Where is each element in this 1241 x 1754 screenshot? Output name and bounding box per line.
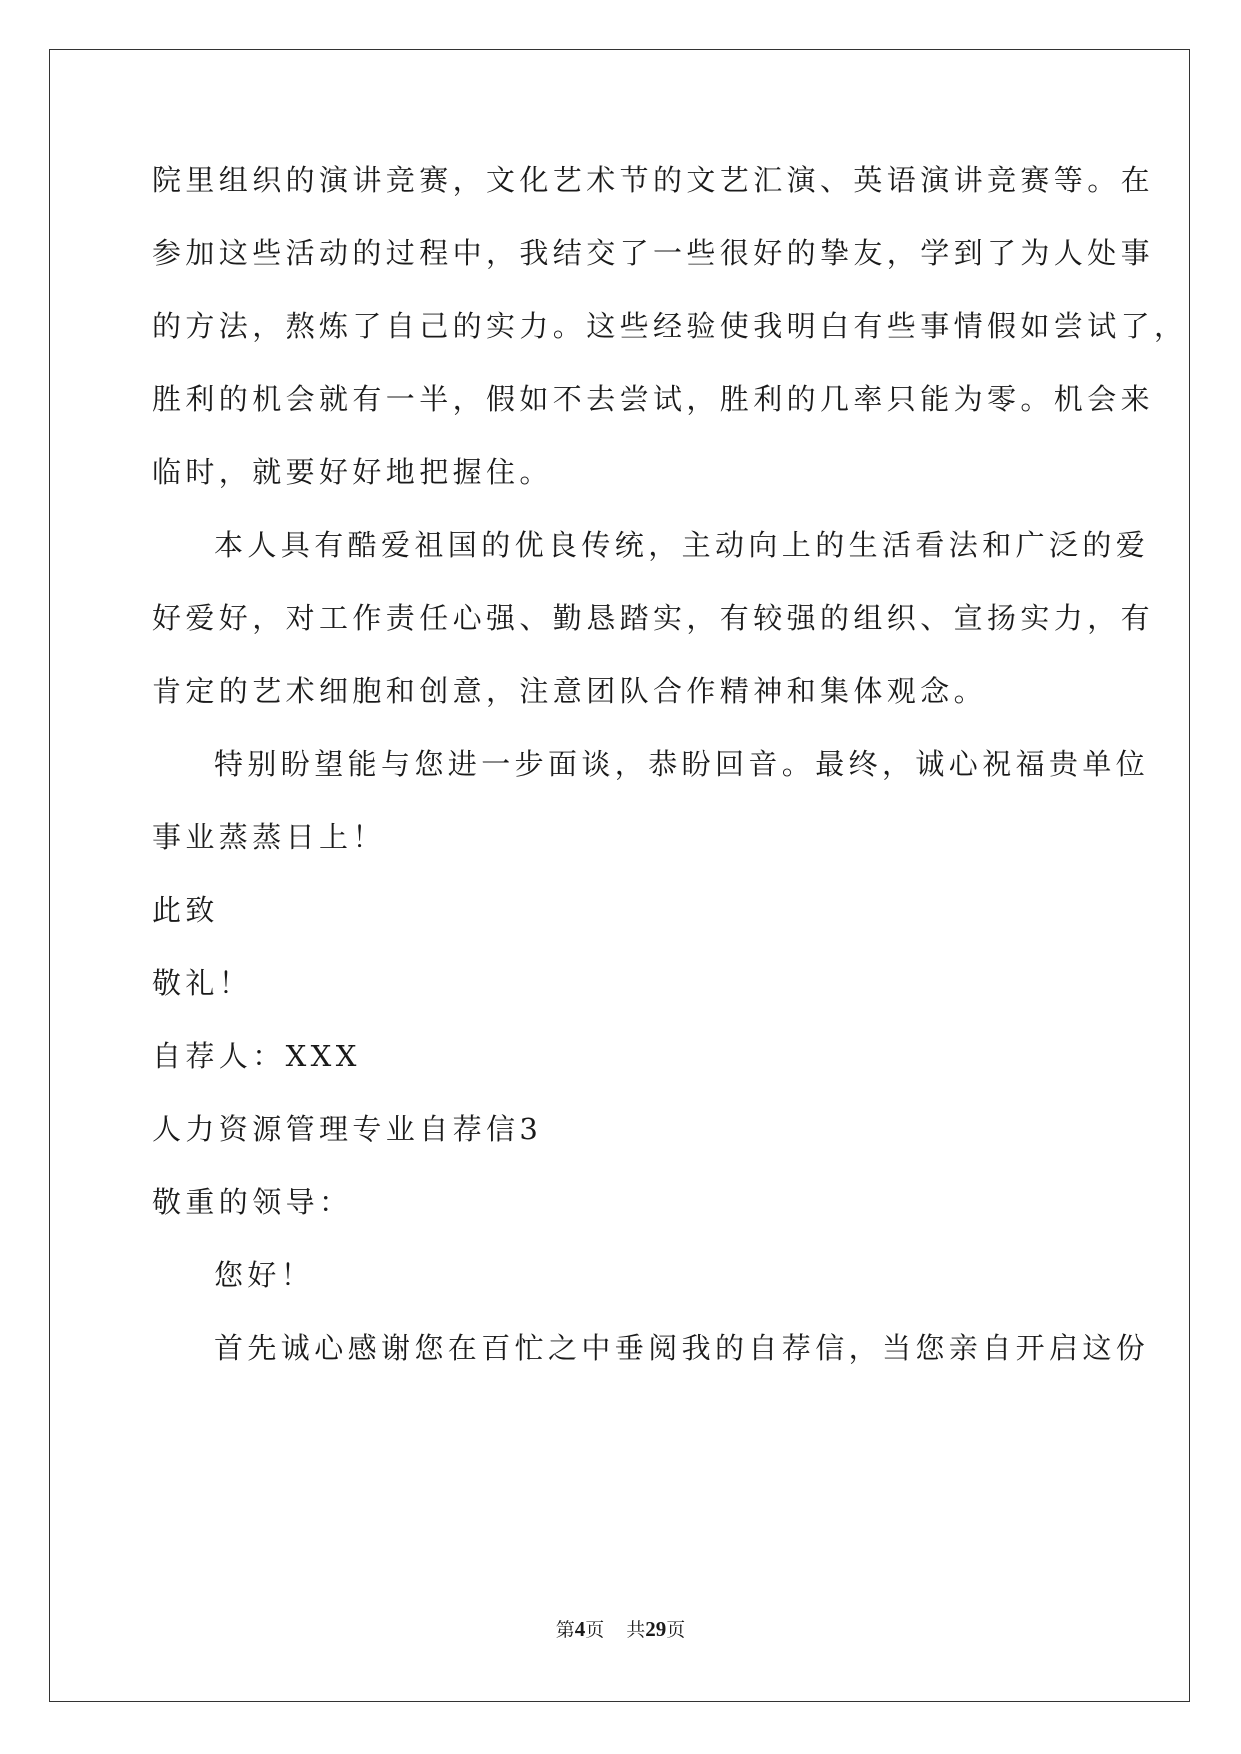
paragraph-line: 特别盼望能与您进一步面谈，恭盼回音。最终，诚心祝福贵单位 <box>214 747 1150 781</box>
paragraph-line: 参加这些活动的过程中，我结交了一些很好的挚友，学到了为人处事 <box>152 236 1155 270</box>
total-suffix: 页 <box>666 1619 686 1641</box>
page-prefix: 第 <box>555 1619 575 1641</box>
paragraph-line: 好爱好，对工作责任心强、勤恳踏实，有较强的组织、宣扬实力，有 <box>152 601 1155 635</box>
greeting: 您好！ <box>214 1258 315 1292</box>
paragraph-line: 本人具有酷爱祖国的优良传统，主动向上的生活看法和广泛的爱 <box>214 528 1150 562</box>
paragraph-line: 事业蒸蒸日上！ <box>152 820 386 854</box>
paragraph-line: 临时，就要好好地把握住。 <box>152 455 553 489</box>
closing-line: 此致 <box>152 893 219 927</box>
total-pages: 29 <box>645 1617 667 1641</box>
page-border <box>49 49 1190 1702</box>
paragraph-line: 胜利的机会就有一半，假如不去尝试，胜利的几率只能为零。机会来 <box>152 382 1155 416</box>
paragraph-line: 的方法，熬炼了自己的实力。这些经验使我明白有些事情假如尝试了， <box>152 309 1188 343</box>
paragraph-line: 肯定的艺术细胞和创意，注意团队合作精神和集体观念。 <box>152 674 988 708</box>
paragraph-line: 院里组织的演讲竞赛，文化艺术节的文艺汇演、英语演讲竞赛等。在 <box>152 163 1155 197</box>
page-footer <box>0 1617 1241 1642</box>
closing-line: 敬礼！ <box>152 966 253 1000</box>
paragraph-line: 首先诚心感谢您在百忙之中垂阅我的自荐信，当您亲自开启这份 <box>214 1331 1150 1365</box>
section-title: 人力资源管理专业自荐信3 <box>152 1112 543 1146</box>
page-suffix: 页 <box>585 1619 605 1641</box>
signature: 自荐人：XXX <box>152 1039 361 1073</box>
salutation: 敬重的领导： <box>152 1185 353 1219</box>
total-prefix: 共 <box>626 1619 646 1641</box>
page-number: 4 <box>574 1617 586 1641</box>
